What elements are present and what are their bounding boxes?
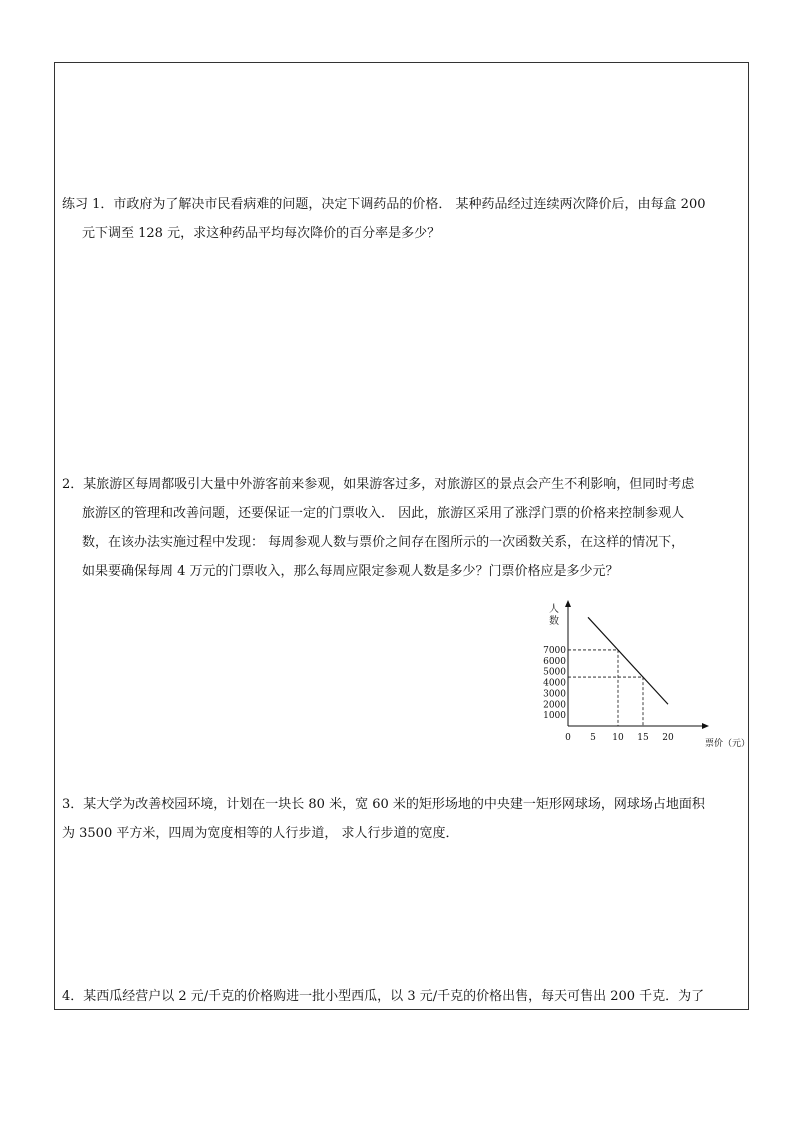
- y-tick-label: 5000: [543, 667, 566, 678]
- problem-1-line-2: 元下调至 128 元，求这种药品平均每次降价的百分率是多少？: [82, 226, 441, 241]
- problem-3: [62, 790, 705, 848]
- y-tick-label: 1000: [543, 711, 566, 722]
- y-tick-label: 4000: [543, 678, 566, 689]
- problem-2-line-2: 旅游区的管理和改善问题，还要保证一定的门票收入． 因此，旅游区采用了涨浮门票的价格来控制参观人: [82, 506, 685, 521]
- problem-2-line-1: 2．某旅游区每周都吸引大量中外游客前来参观，如果游客过多，对旅游区的景点会产生不利影响，但同时考虑: [62, 477, 695, 492]
- problem-3-line-2: 为 3500 平方米，四周为宽度相等的人行步道， 求人行步道的宽度．: [62, 826, 459, 841]
- ticket-price-chart: [530, 598, 750, 760]
- problem-2-line-4: 如果要确保每周 4 万元的门票收入，那么每周应限定参观人数是多少？门票价格应是多少元？: [82, 564, 619, 579]
- x-tick-label: 0: [565, 733, 571, 743]
- x-axis-arrow: [702, 723, 709, 729]
- y-axis-label-line-1: 人: [549, 604, 559, 615]
- problem-2: [62, 470, 694, 586]
- series-line: [588, 617, 668, 704]
- x-tick-label: 20: [662, 733, 674, 743]
- problem-1: [62, 190, 705, 248]
- problem-4-line-1: 4．某西瓜经营户以 2 元/千克的价格购进一批小型西瓜，以 3 元/千克的价格出售，每天可售出 200 千克．为了: [62, 989, 705, 1004]
- problem-4: [62, 982, 704, 1011]
- y-axis-label-line-2: 数: [549, 616, 559, 627]
- y-tick-label: 3000: [543, 689, 566, 700]
- y-tick-label: 6000: [543, 656, 566, 667]
- problem-3-line-1: 3．某大学为改善校园环境，计划在一块长 80 米，宽 60 米的矩形场地的中央建一矩形网球场，网球场占地面积: [62, 797, 705, 812]
- x-tick-label: 15: [637, 733, 649, 743]
- y-tick-label: 2000: [543, 700, 566, 711]
- problem-1-line-1: 练习 1．市政府为了解决市民看病难的问题，决定下调药品的价格． 某种药品经过连续两次降价后，由每盒 200: [62, 197, 706, 212]
- x-tick-label: 10: [612, 733, 624, 743]
- chart-svg: [530, 598, 750, 760]
- x-tick-label: 5: [590, 733, 596, 743]
- problem-2-line-3: 数，在该办法实施过程中发现： 每周参观人数与票价之间存在图所示的一次函数关系，在这样的情况下，: [82, 535, 685, 550]
- y-tick-label: 7000: [543, 645, 566, 656]
- x-axis-label: 票价（元）: [705, 739, 751, 749]
- y-axis-arrow: [565, 600, 571, 607]
